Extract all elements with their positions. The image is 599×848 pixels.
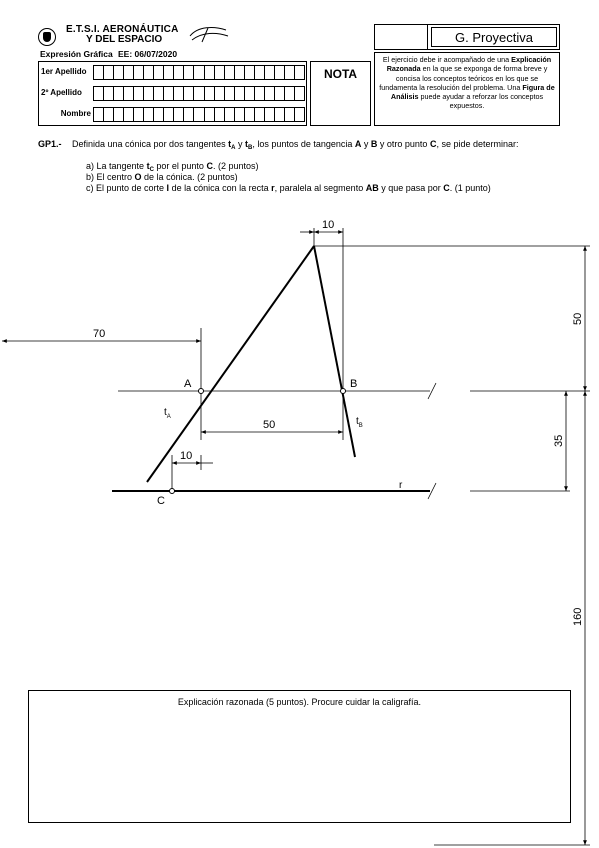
second-surname-label: 2º Apellido xyxy=(41,88,82,97)
first-surname-label: 1er Apellido xyxy=(41,67,87,76)
dim-top-value: 10 xyxy=(322,219,335,231)
exam-date: EE: 06/07/2020 xyxy=(118,49,178,59)
dim-right-mid-value: 35 xyxy=(553,434,565,447)
label-point-a: A xyxy=(184,378,192,390)
dim-left-value: 70 xyxy=(93,328,106,340)
school-name-line2: Y DEL ESPACIO xyxy=(86,34,163,45)
label-tangent-a: $t_A$ xyxy=(164,407,171,420)
problem-item-a: a) La tangente $t_C$ por el punto C. (2 puntos) xyxy=(86,161,259,173)
problem-item-b: b) El centro O de la cónica. (2 puntos) xyxy=(86,172,238,182)
problem-code: GP1.- xyxy=(38,139,62,149)
dim-right-top-value: 50 xyxy=(572,312,584,325)
subject-title: G. Proyectiva xyxy=(454,30,534,45)
explanation-box[interactable] xyxy=(28,690,571,823)
dim-right-bottom-value: 160 xyxy=(572,607,584,626)
point-b-marker xyxy=(341,389,346,394)
department-label: Expresión Gráfica xyxy=(40,49,113,59)
dim-c-value: 10 xyxy=(180,450,193,462)
dim-ab-value: 50 xyxy=(263,419,276,431)
name-label: Nombre xyxy=(60,109,91,118)
explanation-title: Explicación razonada (5 puntos). Procure cuidar la caligrafía. xyxy=(177,697,422,707)
tangent-b-line xyxy=(314,246,358,457)
label-tangent-b: $t_B$ xyxy=(356,416,363,429)
problem-statement: Definida una cónica por dos tangentes $t_A$ y $t_B$, los puntos de tangencia A y B y otro punto C, se pide determinar: xyxy=(72,139,519,151)
label-point-b: B xyxy=(350,378,358,390)
point-c-marker xyxy=(170,489,175,494)
label-point-c: C xyxy=(157,495,165,507)
point-a-marker xyxy=(199,389,204,394)
tangent-a-line xyxy=(147,246,314,482)
label-line-r: r xyxy=(399,480,403,491)
school-name-line1: E.T.S.I. AERONÁUTICA xyxy=(66,24,179,35)
instructions-note: El ejercicio debe ir acompañado de una Explicación Razonada en la que se exponga de forma breve y concisa los conceptos teóricos en los que se fundamenta la resolución del problema. Una Figura de Análisis puede ayudar a reforzar los conceptos expuestos. xyxy=(374,52,560,126)
grade-label: NOTA xyxy=(323,67,358,81)
problem-item-c: c) El punto de corte I de la cónica con la recta r, paralela al segmento AB y que pasa por C. (1 punto) xyxy=(86,183,491,193)
